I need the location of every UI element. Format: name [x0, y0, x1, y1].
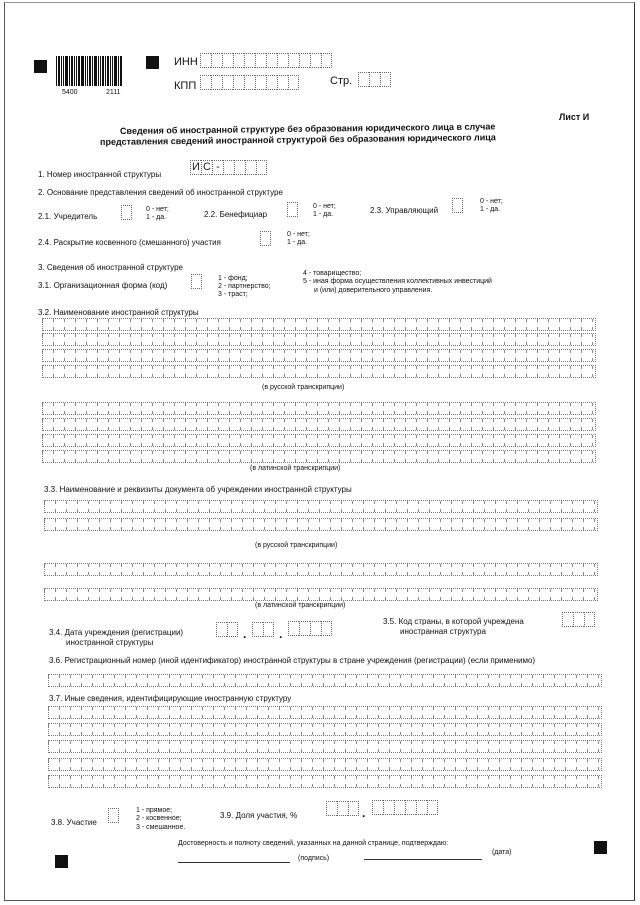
other-row-2[interactable]: [48, 723, 602, 736]
name-rus-row-4[interactable]: [42, 365, 596, 378]
name-rus-row-1[interactable]: [42, 318, 596, 331]
inn-label: ИНН: [174, 56, 198, 68]
uchreditel-opt-yes: 1 - да.: [146, 214, 167, 221]
barcode-bar: [58, 56, 60, 86]
name-lat-row-4[interactable]: [42, 450, 596, 463]
uchreditel-label: 2.1. Учредитель: [38, 212, 98, 221]
barcode-bar: [69, 56, 70, 86]
participation-opt-1: 1 - прямое;: [136, 807, 173, 814]
uchreditel-field[interactable]: [121, 205, 132, 220]
doc-rus-row-2[interactable]: [44, 518, 598, 531]
other-row-4[interactable]: [48, 758, 602, 771]
name-lat-caption: (в латинской транскрипции): [250, 465, 341, 472]
confirm-text: Достоверность и полноту сведений, указанных на данной странице, подтверждаю:: [178, 840, 449, 847]
kpp-field[interactable]: [200, 75, 299, 90]
barcode-bar: [63, 56, 64, 86]
name-rus-row-3[interactable]: [42, 349, 596, 362]
raskrytie-label: 2.4. Раскрытие косвенного (смешанного) участия: [38, 238, 221, 247]
other-row-3[interactable]: [48, 740, 602, 753]
date-month-field[interactable]: [252, 622, 274, 637]
upravlyayushchiy-field[interactable]: [452, 198, 463, 213]
page-label: Стр.: [330, 75, 353, 87]
barcode-bar: [100, 56, 101, 86]
country-code-field[interactable]: [562, 612, 595, 627]
participation-opt-3: 3 - смешанное.: [136, 824, 186, 831]
barcode-bar: [118, 56, 119, 86]
barcode-digits-right: 2111: [106, 89, 121, 96]
date-day-field[interactable]: [216, 622, 238, 637]
barcode-bar: [74, 56, 75, 86]
form-title-line2: представления сведений иностранной структурой без образования юридического лица: [99, 132, 496, 147]
basis-section-label: 2. Основание представления сведений об иностранной структуре: [38, 188, 283, 197]
name-rus-caption: (в русской транскрипции): [262, 384, 345, 391]
barcode-bar: [105, 56, 106, 86]
other-row-5[interactable]: [48, 775, 602, 788]
upravlyayushchiy-label: 2.3. Управляющий: [370, 206, 439, 215]
barcode-bar: [78, 56, 80, 86]
barcode-bar: [65, 56, 68, 86]
org-form-code-5b: и (или) доверительного управления.: [314, 287, 433, 294]
barcode-bar: [107, 56, 109, 86]
page-number-field[interactable]: [358, 72, 391, 87]
barcode-bar: [81, 56, 84, 86]
share-label: 3.9. Доля участия, %: [220, 811, 298, 820]
uchreditel-opt-no: 0 - нет;: [146, 206, 169, 213]
corner-marker-bottom-left: [55, 855, 68, 868]
barcode-bar: [85, 56, 86, 86]
barcode-bar: [110, 56, 111, 86]
reg-row[interactable]: [48, 674, 602, 687]
country-label-b: иностранная структура: [400, 627, 486, 636]
date-label-b: иностранной структуры: [66, 638, 154, 647]
barcode-bar: [102, 56, 104, 86]
org-form-code-2: 2 - партнерство;: [218, 283, 271, 290]
doc-label: 3.3. Наименование и реквизиты документа об учреждении иностранной структуры: [44, 485, 352, 494]
structure-number-field[interactable]: И С -: [190, 160, 267, 175]
structure-number-label: 1. Номер иностранной структуры: [38, 170, 162, 179]
beneficiar-field[interactable]: [287, 202, 298, 217]
date-dot-2: .: [279, 627, 283, 641]
country-label-a: 3.5. Код страны, в которой учреждена: [383, 617, 524, 626]
org-form-label: 3.1. Организационная форма (код): [38, 281, 168, 290]
org-form-code-3: 3 - траст;: [218, 291, 248, 298]
org-form-code-1: 1 - фонд;: [218, 275, 248, 282]
name-lat-row-3[interactable]: [42, 434, 596, 447]
barcode-bar: [61, 56, 62, 86]
corner-marker-top-center: [146, 56, 159, 69]
barcode-bar: [89, 56, 91, 86]
share-int-field[interactable]: [326, 801, 359, 816]
corner-marker-bottom-right: [594, 841, 607, 854]
kpp-label: КПП: [174, 80, 197, 92]
barcode-bar: [76, 56, 77, 86]
barcode-bar: [120, 56, 122, 86]
other-label: 3.7. Иные сведения, идентифицирующие иностранную структуру: [49, 694, 292, 703]
barcode-bar: [94, 56, 97, 86]
signature-caption: (подпись): [298, 855, 330, 862]
raskrytie-opt-no: 0 - нет;: [287, 231, 310, 238]
inn-field[interactable]: [200, 53, 332, 68]
name-lat-row-2[interactable]: [42, 418, 596, 431]
date-caption: (дата): [492, 849, 512, 856]
org-form-field[interactable]: [191, 274, 202, 289]
share-dot: .: [362, 806, 366, 820]
name-label: 3.2. Наименование иностранной структуры: [38, 308, 199, 317]
participation-field[interactable]: [108, 808, 119, 823]
barcode-digits-left: 5400: [62, 89, 78, 96]
doc-lat-caption: (в латинской транскрипции): [255, 602, 346, 609]
beneficiar-opt-yes: 1 - да.: [313, 211, 334, 218]
participation-opt-2: 2 - косвенное;: [136, 815, 182, 822]
participation-label: 3.8. Участие: [51, 818, 97, 827]
date-label-a: 3.4. Дата учреждения (регистрации): [49, 628, 184, 637]
doc-lat-row-1[interactable]: [44, 563, 598, 576]
doc-lat-row-2[interactable]: [44, 588, 598, 601]
doc-rus-row-1[interactable]: [44, 500, 598, 513]
upravlyayushchiy-opt-yes: 1 - да.: [480, 206, 501, 213]
barcode-bar: [98, 56, 99, 86]
sheet-label: Лист И: [559, 112, 590, 122]
barcode-bar: [114, 56, 117, 86]
share-frac-field[interactable]: [372, 800, 438, 815]
name-rus-row-2[interactable]: [42, 333, 596, 346]
date-line: [364, 859, 482, 860]
org-form-code-5a: 5 - иная форма осуществления коллективных инвестиций: [303, 278, 492, 285]
raskrytie-opt-yes: 1 - да.: [287, 239, 308, 246]
org-form-code-4: 4 - товарищество;: [303, 270, 362, 277]
barcode-bar: [87, 56, 88, 86]
corner-marker-top-left: [34, 60, 47, 73]
raskrytie-field[interactable]: [260, 231, 271, 246]
other-row-1[interactable]: [48, 706, 602, 719]
upravlyayushchiy-opt-no: 0 - нет;: [480, 198, 503, 205]
date-dot-1: .: [243, 627, 247, 641]
beneficiar-label: 2.2. Бенефициар: [204, 210, 268, 219]
barcode-bar: [112, 56, 113, 86]
form-title-line1: Сведения об иностранной структуре без образования юридического лица в случае: [119, 121, 496, 136]
doc-rus-caption: (в русской транскрипции): [255, 542, 338, 549]
barcode: [56, 56, 136, 86]
beneficiar-opt-no: 0 - нет;: [313, 203, 336, 210]
barcode-bar: [71, 56, 73, 86]
structure-info-label: 3. Сведения об иностранной структуре: [38, 263, 183, 272]
reg-label: 3.6. Регистрационный номер (иной идентификатор) иностранной структуры в стране учреждения (регистрации) (если применимо): [49, 656, 536, 665]
signature-line: [178, 862, 290, 863]
date-year-field[interactable]: [288, 621, 332, 636]
name-lat-row-1[interactable]: [42, 402, 596, 415]
barcode-bar: [56, 56, 57, 86]
barcode-bar: [92, 56, 93, 86]
